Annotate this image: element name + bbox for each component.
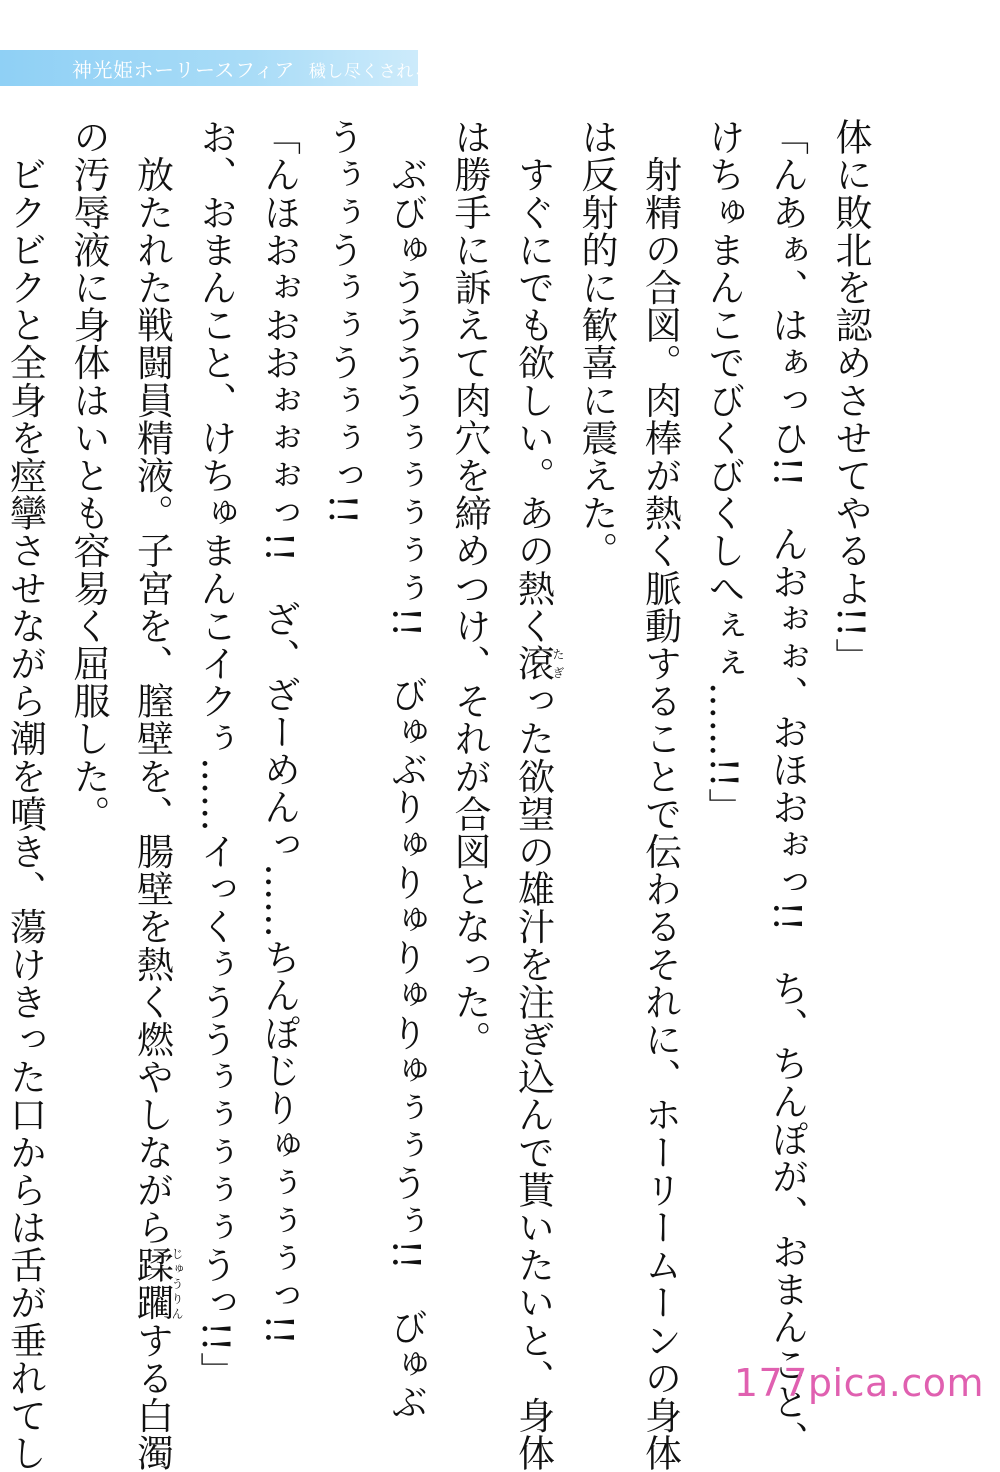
ruby-juurin [130,1246,184,1322]
text-column-10: 「んほおぉおおぉぉぉっ!! ざ、ざーめんっ……ちんぽじりゅぅぅぅっ!! [257,118,301,1346]
text-column-7: は勝手に訴えて肉穴を締めつけ、それが合図となった。 [448,118,491,1058]
text-column-8: ぶびゅううううぅぅぅぅぅ!! びゅぶりゅりゅりゅりゅぅぅうぅ!! びゅぶ [384,118,428,1421]
text-column-6-start: すぐにでも欲しい。あの熱く [511,118,555,645]
text-column-3: けちゅまんこでびくびくしへぇぇ……!!」 [702,118,745,826]
site-watermark: 177pica.com [733,1361,984,1405]
running-header [0,50,467,86]
book-title [72,54,466,83]
ruby-base: 滾 [511,644,555,683]
ruby-base: 蹂躙 [130,1246,174,1322]
text-column-12-start: 放たれた戦闘員精液。子宮を、膣壁を、腸壁を熱く燃やしながら [130,118,174,1246]
text-column-1: 体に敗北を認めさせてやるよ!!」 [829,118,872,676]
text-column-13: の汚辱液に身体はいとも容易く屈服した。 [67,118,110,833]
text-column-2: 「んあぁ、はぁっひ!! んおぉぉ、おほおぉっ!! ち、ちんぽが、おまんこと、 [765,118,809,1459]
text-column-6 [501,118,565,1472]
ruby-reading: たぎ [551,644,565,682]
book-title-main: 神光姫ホーリースフィア [72,57,295,82]
text-column-4: 射精の合図。肉棒が熱く脈動することで伝わるそれに、ホーリームーンの身体 [638,118,682,1472]
text-column-12 [120,118,184,1472]
text-column-9: うぅぅうぅぅうぅぅっ!! [321,118,364,525]
text-column-5: は反射的に歓喜に震えた。 [575,118,618,570]
text-column-14: ビクビクと全身を痙攣させながら潮を噴き、蕩けきった口からは舌が垂れてし [3,118,47,1472]
chapter-title: 穢し尽くされる正義 [308,61,467,82]
ruby-tagi [511,644,565,683]
ruby-reading: じゅうりん [170,1246,184,1322]
text-column-12-end: する白濁 [130,1321,174,1472]
text-column-6-end: った欲望の雄汁を注ぎ込んで貰いたいと、身体 [511,682,555,1472]
text-column-11: お、おまんこと、けちゅまんこイクぅ……イっくぅううぅぅぅぅぅうっ!!」 [194,118,237,1390]
